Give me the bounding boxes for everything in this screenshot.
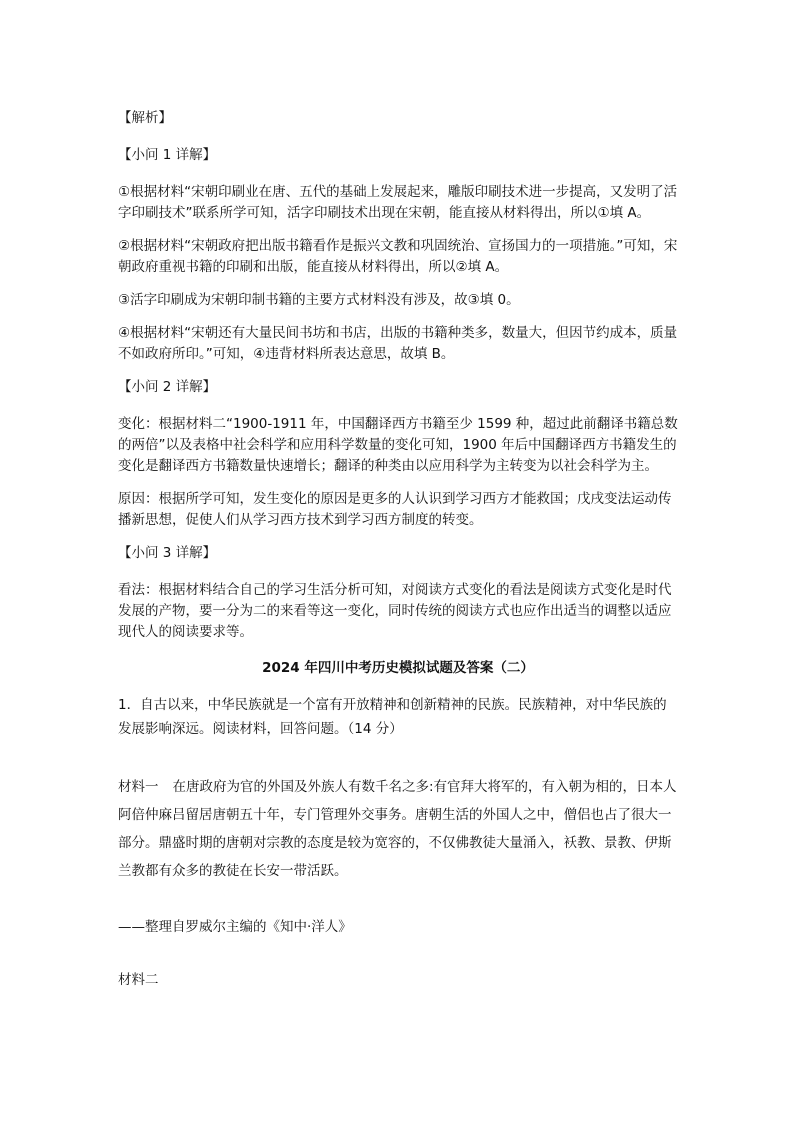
sub-question-1-paragraph-1: ①根据材料“宋朝印刷业在唐、五代的基础上发展起来，雕版印刷技术进一步提高，又发明了活字印刷技术”联系所学可知，活字印刷技术出现在宋朝，能直接从材料得出，所以①填 A。 [118,184,678,221]
sub-question-2-header: 【小问 2 详解】 [118,379,217,395]
material-1-text: 在唐政府为官的外国及外族人有数千名之多:有官拜大将军的，有入朝为相的，日本人阿倍仲麻吕留居唐朝五十年，专门管理外交事务。唐朝生活的外国人之中，僧侣也占了很大一部分。鼎盛时期的唐朝对宗教的态度是较为宽容的，不仅佛教徒大量涌入，袄教、景教、伊斯兰教都有众多的教徒在长安一带活跃。 [118,778,677,879]
exam-title: 2024 年四川中考历史模拟试题及答案（二） [262,660,534,676]
material-1-source: ——整理自罗威尔主编的《知中·洋人》 [118,918,352,935]
analysis-header: 【解析】 [118,110,172,126]
material-1-label: 材料一 [118,778,159,795]
sub-question-2-paragraph-1: 变化：根据材料二“1900-1911 年，中国翻译西方书籍至少 1599 种，超过此前翻译书籍总数的两倍”以及表格中社会科学和应用科学数量的变化可知，1900 年后中国翻译西方书籍发生的变化是翻译西方书籍数量快速增长；翻译的种类由以应用科学为主转变为以社会科学为主。 [118,416,678,474]
material-2-label: 材料二 [118,971,159,988]
sub-question-3-header: 【小问 3 详解】 [118,545,217,561]
sub-question-1-paragraph-2: ②根据材料“宋朝政府把出版书籍看作是振兴文教和巩固统治、宣扬国力的一项措施。”可知，宋朝政府重视书籍的印刷和出版，能直接从材料得出，所以②填 A。 [118,238,678,275]
document-page [118,108,678,991]
sub-question-2-paragraph-2: 原因：根据所学可知，发生变化的原因是更多的人认识到学习西方才能救国；戊戌变法运动传播新思想，促使人们从学习西方技术到学习西方制度的转变。 [118,491,672,528]
question-1-stem: 1．自古以来，中华民族就是一个富有开放精神和创新精神的民族。民族精神，对中华民族的发展影响深远。阅读材料，回答问题。（14 分） [118,696,667,737]
sub-question-1-paragraph-4: ④根据材料“宋朝还有大量民间书坊和书店，出版的书籍种类多，数量大，但因节约成本，质量不如政府所印。”可知，④违背材料所表达意思，故填 B。 [118,325,678,362]
sub-question-1-header: 【小问 1 详解】 [118,147,217,163]
material-1 [118,773,678,885]
sub-question-1-paragraph-3: ③活字印刷成为宋朝印制书籍的主要方式材料没有涉及，故③填 0。 [118,292,520,308]
sub-question-3-paragraph-1: 看法：根据材料结合自己的学习生活分析可知，对阅读方式变化的看法是阅读方式变化是时代发展的产物，要一分为二的来看等这一变化，同时传统的阅读方式也应作出适当的调整以适应现代人的阅读要求等。 [118,582,672,640]
